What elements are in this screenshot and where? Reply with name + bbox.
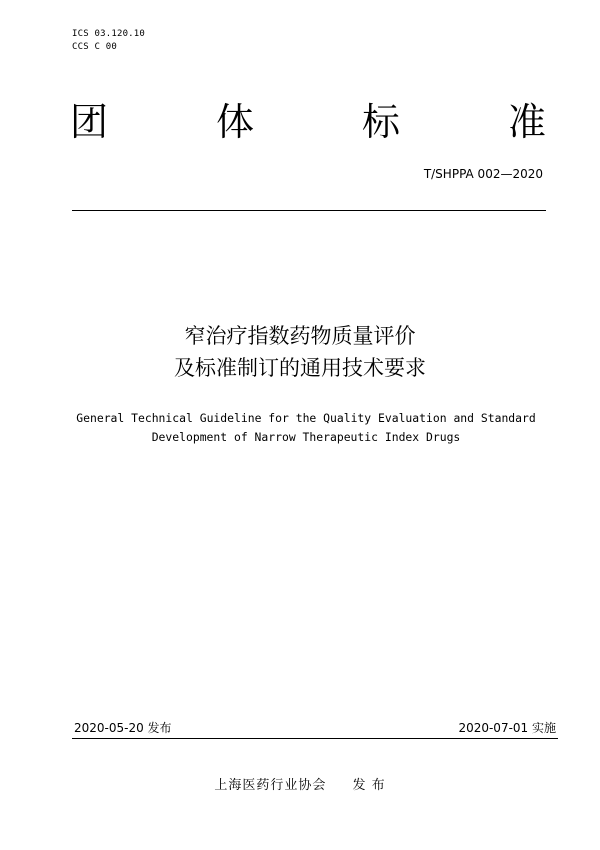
footer-divider bbox=[72, 738, 558, 739]
issue-date: 2020-05-20 发布 bbox=[74, 721, 172, 735]
english-title-line-1: General Technical Guideline for the Quality Evaluation and Standard bbox=[76, 411, 536, 425]
chinese-title-line-2: 及标准制订的通用技术要求 bbox=[174, 356, 426, 380]
publisher-name: 上海医药行业协会 bbox=[214, 778, 327, 793]
implementation-date: 2020-07-01 实施 bbox=[458, 721, 556, 735]
title-char-1: 团 bbox=[70, 100, 109, 144]
ics-code: ICS 03.120.10 bbox=[72, 29, 146, 39]
title-char-3: 标 bbox=[361, 100, 400, 144]
publish-action: 发 布 bbox=[352, 778, 386, 793]
header-divider bbox=[72, 210, 546, 211]
publisher-line bbox=[0, 777, 600, 795]
title-char-2: 体 bbox=[215, 100, 254, 144]
document-type-title bbox=[70, 98, 546, 146]
ccs-code: CCS C 00 bbox=[72, 42, 117, 52]
standard-number: T/SHPPA 002—2020 bbox=[423, 167, 543, 181]
chinese-title-line-1: 窄治疗指数药物质量评价 bbox=[184, 324, 416, 348]
title-char-4: 准 bbox=[507, 100, 546, 144]
english-title-line-2: Development of Narrow Therapeutic Index Drugs bbox=[151, 430, 461, 444]
